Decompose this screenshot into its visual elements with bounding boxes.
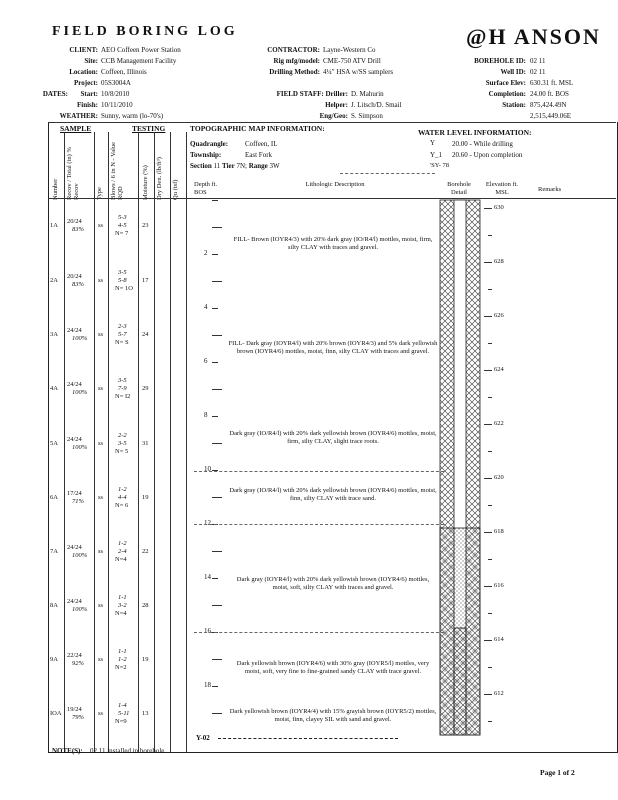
divider bbox=[138, 132, 139, 752]
sample-percent: 92% bbox=[72, 660, 84, 667]
completion-value: 24.00 ft. BOS bbox=[530, 90, 569, 98]
borehole-detail-diagram bbox=[436, 198, 486, 738]
site-label: Site: bbox=[84, 57, 98, 65]
location-value: Coffeen, Illinois bbox=[101, 68, 147, 76]
depth-label: 14 bbox=[204, 573, 211, 581]
sample-number: 2A bbox=[50, 277, 58, 284]
elevation-tick bbox=[484, 424, 492, 425]
remarks-header: Remarks bbox=[538, 186, 562, 193]
sample-nvalue: N= S bbox=[115, 339, 129, 346]
sample-blows-2: 5-7 bbox=[118, 331, 127, 338]
station-value: 875,424.49N bbox=[530, 101, 567, 109]
water-dash-line bbox=[340, 173, 435, 174]
unit-boundary bbox=[194, 632, 444, 633]
sample-type: ss bbox=[98, 494, 104, 501]
quad-label: Quadrangle: bbox=[190, 140, 229, 148]
table-top-border bbox=[48, 122, 616, 123]
topo-heading: TOPOGRAPHIC MAP INFORMATION: bbox=[190, 124, 325, 133]
section-value: 11 bbox=[213, 162, 221, 170]
elevation-tick bbox=[484, 532, 492, 533]
sample-blows-2: 3-5 bbox=[118, 440, 127, 447]
sample-percent: 71% bbox=[72, 498, 84, 505]
depth-label: 8 bbox=[204, 411, 208, 419]
sample-blows-2: 3-2 bbox=[118, 602, 127, 609]
divider bbox=[64, 132, 65, 752]
elevation-label: 612 bbox=[494, 690, 504, 697]
sample-number: 3A bbox=[50, 331, 58, 338]
sample-moisture: 22 bbox=[142, 548, 149, 555]
sample-nvalue: N= 5 bbox=[115, 448, 129, 455]
wl2-value: 20.60 - Upon completion bbox=[452, 151, 523, 159]
project-value: 05S3004A bbox=[101, 79, 131, 87]
elevation-tick bbox=[484, 640, 492, 641]
sample-percent: 100% bbox=[72, 444, 88, 451]
depth-label: 2 bbox=[204, 249, 208, 257]
col-drydens-header: Dry Den. (lb/ft³) bbox=[156, 157, 163, 200]
sample-moisture: 17 bbox=[142, 277, 149, 284]
contractor-label: CONTRACTOR: bbox=[267, 46, 320, 54]
lithologic-description: Dark yellowish brown (IOYR4/6) with 30% gray (IOYR5/l) mottles, very moist, soft, very fine to fine-grained sandy CLAY with trace gravel. bbox=[236, 660, 430, 675]
sample-recovery: 24/24 bbox=[67, 598, 82, 605]
well-label: Well ID: bbox=[500, 68, 526, 76]
sample-recovery: 19/24 bbox=[67, 706, 82, 713]
sample-type: ss bbox=[98, 710, 104, 717]
sample-nvalue: N= 7 bbox=[115, 230, 129, 237]
elevation-minor-tick bbox=[488, 505, 492, 506]
col-moisture-header: Moisture (%) bbox=[142, 165, 149, 200]
sample-percent: 79% bbox=[72, 714, 84, 721]
depth-tick bbox=[212, 713, 222, 714]
sample-recovery: 24/24 bbox=[67, 381, 82, 388]
col-number-header: Number bbox=[52, 178, 59, 200]
divider bbox=[186, 132, 187, 752]
sample-number: 4A bbox=[50, 385, 58, 392]
depth-label: Y-02 bbox=[196, 734, 210, 742]
tier-label: Tier bbox=[222, 162, 235, 170]
wl2-symbol: Y_1 bbox=[430, 151, 443, 159]
page-number: Page 1 of 2 bbox=[540, 768, 575, 777]
sample-blows-2: 4-4 bbox=[118, 494, 127, 501]
wl3-symbol: 'SY- 78 bbox=[430, 162, 450, 169]
helper-label: Helper: bbox=[325, 101, 348, 109]
elevation-minor-tick bbox=[488, 667, 492, 668]
depth-label: 18 bbox=[204, 681, 211, 689]
lithologic-description: Dark yellowish brown (IOYR4/4) with 15% grayish brown (IOYR5/2) mottles, moist, finn, clayey SIL with sand and gravel. bbox=[229, 708, 437, 723]
surface-label: Surface Elev: bbox=[485, 79, 526, 87]
sample-number: 8A bbox=[50, 602, 58, 609]
elevation-tick bbox=[484, 208, 492, 209]
col-type-header: Type bbox=[96, 187, 103, 200]
sample-moisture: 19 bbox=[142, 656, 149, 663]
elevation-label: 616 bbox=[494, 582, 504, 589]
sample-blows-1: 3-5 bbox=[118, 269, 127, 276]
sample-nvalue: N=2 bbox=[115, 664, 127, 671]
sample-heading: SAMPLE bbox=[60, 124, 92, 133]
depth-tick bbox=[212, 362, 218, 363]
borehole-header: Borehole Detail bbox=[447, 181, 471, 196]
quad-value: Coffeen, IL bbox=[245, 140, 278, 148]
section-label: Section bbox=[190, 162, 212, 170]
sample-percent: 100% bbox=[72, 335, 88, 342]
lithologic-description: Dark gray (IO/R4/l) with 20% dark yellowish brown (IOYR4/6) mottles, moist, firm, silty CLAY, slight trace roots. bbox=[229, 430, 437, 445]
sample-nvalue: N=4 bbox=[115, 556, 127, 563]
elevation-tick bbox=[484, 478, 492, 479]
depth-tick bbox=[212, 443, 222, 444]
elevation-tick bbox=[484, 262, 492, 263]
completion-label: Completion: bbox=[488, 90, 526, 98]
sample-type: ss bbox=[98, 385, 104, 392]
testing-heading: TESTING bbox=[132, 124, 166, 133]
elevation-label: 622 bbox=[494, 420, 504, 427]
elevation-minor-tick bbox=[488, 235, 492, 236]
sample-blows-1: 1-2 bbox=[118, 540, 127, 547]
sample-blows-2: 1-2 bbox=[118, 656, 127, 663]
depth-label: 10 bbox=[204, 465, 211, 473]
elevation-tick bbox=[484, 370, 492, 371]
sample-type: ss bbox=[98, 548, 104, 555]
sample-type: ss bbox=[98, 222, 104, 229]
elevation-label: 624 bbox=[494, 366, 504, 373]
sample-type: ss bbox=[98, 656, 104, 663]
sample-type: ss bbox=[98, 440, 104, 447]
sample-moisture: 29 bbox=[142, 385, 149, 392]
sample-nvalue: N= 1O bbox=[115, 285, 133, 292]
contractor-value: Layne-Western Co bbox=[323, 46, 376, 54]
sample-number: 1A bbox=[50, 222, 58, 229]
wl1-value: 20.00 - While drilling bbox=[452, 140, 513, 148]
sample-blows-1: 1-1 bbox=[118, 594, 127, 601]
elevation-minor-tick bbox=[488, 289, 492, 290]
depth-tick bbox=[212, 659, 222, 660]
sample-blows-1: 3-5 bbox=[118, 377, 127, 384]
sample-blows-1: 2-3 bbox=[118, 323, 127, 330]
depth-header: Depth ft. BOS bbox=[194, 181, 218, 196]
sample-recovery: 24/24 bbox=[67, 436, 82, 443]
sample-number: 9A bbox=[50, 656, 58, 663]
header-divider bbox=[48, 198, 616, 199]
rig-label: Rig mfg/model: bbox=[273, 57, 320, 65]
depth-tick bbox=[212, 389, 222, 390]
rig-value: CME-750 ATV Drill bbox=[323, 57, 381, 65]
depth-tick bbox=[212, 497, 222, 498]
sample-blows-1: 1-2 bbox=[118, 486, 127, 493]
sample-moisture: 28 bbox=[142, 602, 149, 609]
depth-label: 6 bbox=[204, 357, 208, 365]
sample-moisture: 13 bbox=[142, 710, 149, 717]
elevation-minor-tick bbox=[488, 559, 492, 560]
start-value: 10/8/2010 bbox=[101, 90, 130, 98]
client-value: AEO Coffeen Power Station bbox=[101, 46, 181, 54]
sample-number: 5A bbox=[50, 440, 58, 447]
sample-recovery: 17/24 bbox=[67, 490, 82, 497]
sample-nvalue: N=9 bbox=[115, 718, 127, 725]
unit-boundary bbox=[194, 471, 444, 472]
lithologic-description: FILL- Brown (IOYR4/3) with 20% dark gray (IO/R4/l) mottles, moist, firm, silty CLAY with traces and gravel. bbox=[233, 236, 433, 251]
sample-blows-1: 1-4 bbox=[118, 702, 127, 709]
depth-label: 12 bbox=[204, 519, 211, 527]
sample-number: 7A bbox=[50, 548, 58, 555]
start-label: Start: bbox=[80, 90, 98, 98]
lithologic-description: Dark gray (IO/R4/l) with 20% dark yellowish brown (IOYR4/6) mottles, moist, finn, silty CLAY with trace sand. bbox=[229, 487, 437, 502]
depth-tick bbox=[212, 416, 218, 417]
sample-moisture: 19 bbox=[142, 494, 149, 501]
township-label: Township: bbox=[190, 151, 222, 159]
depth-tick bbox=[212, 335, 222, 336]
col-qu-header: Qu (tsf) bbox=[172, 179, 179, 200]
depth-tick bbox=[212, 551, 222, 552]
sample-recovery: 24/24 bbox=[67, 544, 82, 551]
sample-recovery: 20/24 bbox=[67, 273, 82, 280]
divider bbox=[108, 132, 109, 752]
range-label: Range bbox=[248, 162, 268, 170]
sample-blows-2: 7-9 bbox=[118, 385, 127, 392]
sample-blows-2: 5-8 bbox=[118, 277, 127, 284]
range-value: 3W bbox=[269, 162, 280, 170]
drilling-label: Drilling Method: bbox=[269, 68, 320, 76]
depth-tick bbox=[212, 605, 222, 606]
note-label: NOTE(S): bbox=[52, 747, 83, 755]
staff-label: FIELD STAFF: Driller: bbox=[276, 90, 348, 98]
elevation-tick bbox=[484, 586, 492, 587]
sample-moisture: 31 bbox=[142, 440, 149, 447]
sample-blows-2: 2-4 bbox=[118, 548, 127, 555]
sample-number: 6A bbox=[50, 494, 58, 501]
depth-label: 4 bbox=[204, 303, 208, 311]
sample-percent: 83% bbox=[72, 226, 84, 233]
location-label: Location: bbox=[69, 68, 98, 76]
bottom-of-boring-line bbox=[218, 738, 398, 739]
sample-blows-2: 5-11 bbox=[118, 710, 130, 717]
divider bbox=[94, 132, 95, 752]
lithologic-description: FILL- Dark gray (IOYR4/l) with 20% brown (IOYR4/3) and 5% dark yellowish brown (IOYR4/6) mottles, moist, finn, silty CLAY with traces and gravel. bbox=[228, 340, 438, 355]
sample-recovery: 22/24 bbox=[67, 652, 82, 659]
client-label: CLIENT: bbox=[69, 46, 98, 54]
elevation-label: 630 bbox=[494, 204, 504, 211]
divider bbox=[154, 132, 155, 752]
sample-blows-1: 5-3 bbox=[118, 214, 127, 221]
company-logo: @H ANSON bbox=[466, 24, 601, 49]
depth-tick bbox=[212, 254, 218, 255]
sample-moisture: 23 bbox=[142, 222, 149, 229]
elevation-minor-tick bbox=[488, 451, 492, 452]
engr-label: Eng/Geo: bbox=[319, 112, 348, 120]
sample-percent: 100% bbox=[72, 606, 88, 613]
water-heading: WATER LEVEL INFORMATION: bbox=[418, 128, 532, 137]
elevation-tick bbox=[484, 694, 492, 695]
borehole-value: 02 11 bbox=[530, 57, 546, 65]
dates-label: DATES: bbox=[42, 90, 68, 98]
sample-type: ss bbox=[98, 331, 104, 338]
weather-label: WEATHER: bbox=[59, 112, 98, 120]
finish-value: 10/11/2010 bbox=[101, 101, 133, 109]
depth-tick bbox=[212, 308, 218, 309]
sample-type: ss bbox=[98, 602, 104, 609]
elevation-header: Elevation ft. MSL bbox=[485, 181, 519, 196]
elevation-label: 620 bbox=[494, 474, 504, 481]
depth-tick bbox=[212, 578, 218, 579]
col-blows-header: Blows / 6 in N - Value RQD bbox=[110, 141, 124, 200]
elevation-minor-tick bbox=[488, 721, 492, 722]
sample-percent: 100% bbox=[72, 389, 88, 396]
station-east-value: 2,515,449.06E bbox=[530, 112, 572, 120]
sample-nvalue: N= 6 bbox=[115, 502, 129, 509]
note-text: 02 11 installed in borehole. bbox=[90, 747, 167, 755]
sample-type: ss bbox=[98, 277, 104, 284]
elevation-label: 614 bbox=[494, 636, 504, 643]
unit-boundary bbox=[194, 524, 444, 525]
depth-label: 16 bbox=[204, 627, 211, 635]
sample-nvalue: N= I2 bbox=[115, 393, 131, 400]
lithologic-description: Dark gray (IOYR4/l) with 20% dark yellowish brown (IOYR4/6) mottles, moist, soft, silty CLAY with traces and gravel. bbox=[236, 576, 430, 591]
sample-recovery: 20/24 bbox=[67, 218, 82, 225]
wl1-symbol: Y bbox=[430, 139, 436, 147]
driller-value: D. Mahurin bbox=[351, 90, 384, 98]
col-recov-header: Recov / Total (in) % Recov bbox=[66, 147, 80, 200]
sample-percent: 100% bbox=[72, 552, 88, 559]
depth-tick bbox=[212, 200, 218, 201]
engr-value: S. Simpson bbox=[351, 112, 383, 120]
sample-blows-2: 4-5 bbox=[118, 222, 127, 229]
elevation-label: 618 bbox=[494, 528, 504, 535]
sample-blows-1: 1-1 bbox=[118, 648, 127, 655]
elevation-minor-tick bbox=[488, 613, 492, 614]
finish-label: Finish: bbox=[76, 101, 98, 109]
project-label: Project: bbox=[74, 79, 98, 87]
elevation-label: 628 bbox=[494, 258, 504, 265]
surface-value: 630.31 ft. MSL bbox=[530, 79, 574, 87]
elevation-label: 626 bbox=[494, 312, 504, 319]
helper-value: J. Litsch/D. Smail bbox=[351, 101, 402, 109]
tier-value: 7N; bbox=[236, 162, 247, 170]
sample-moisture: 24 bbox=[142, 331, 149, 338]
station-label: Station: bbox=[502, 101, 526, 109]
sample-percent: 83% bbox=[72, 281, 84, 288]
well-value: 02 11 bbox=[530, 68, 546, 76]
divider bbox=[170, 132, 171, 752]
drilling-value: 4¼" HSA w/SS samplers bbox=[323, 68, 394, 76]
sample-nvalue: N=4 bbox=[115, 610, 127, 617]
plss-line bbox=[190, 162, 280, 170]
form-title: FIELD BORING LOG bbox=[52, 24, 238, 39]
depth-tick bbox=[212, 227, 222, 228]
lithologic-header: Lithologic Description bbox=[305, 181, 365, 188]
site-value: CCB Management Facility bbox=[101, 57, 177, 65]
depth-tick bbox=[212, 281, 222, 282]
borehole-label: BOREHOLE ID: bbox=[474, 57, 526, 65]
township-value: East Fork bbox=[245, 151, 273, 159]
sample-blows-1: 2-2 bbox=[118, 432, 127, 439]
elevation-minor-tick bbox=[488, 343, 492, 344]
depth-tick bbox=[212, 686, 218, 687]
elevation-minor-tick bbox=[488, 397, 492, 398]
weather-value: Sunny, warm (lo-70's) bbox=[101, 112, 164, 120]
sample-number: IOA bbox=[50, 710, 62, 717]
sample-recovery: 24/24 bbox=[67, 327, 82, 334]
elevation-tick bbox=[484, 316, 492, 317]
